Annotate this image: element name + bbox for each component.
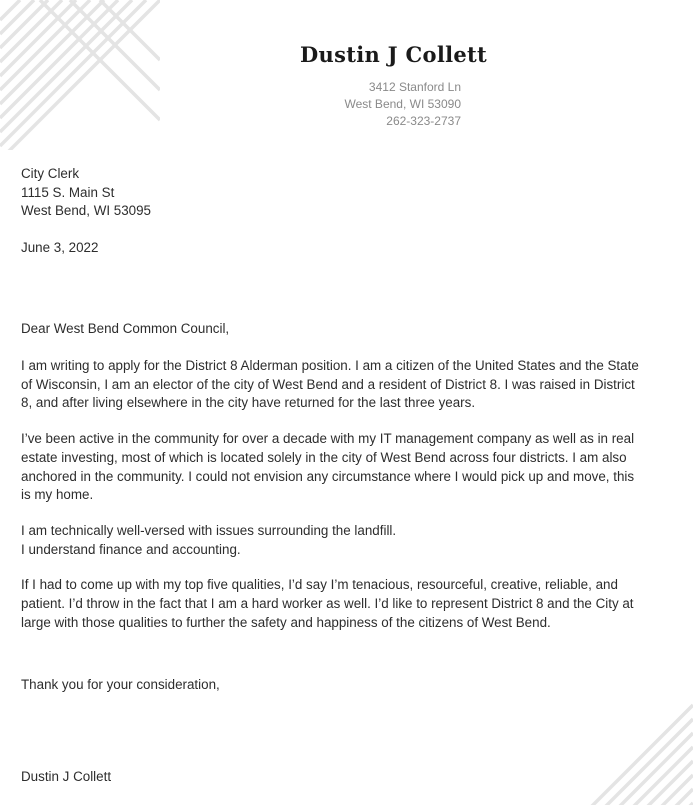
- recipient-address: [21, 165, 151, 221]
- sender-street: 3412 Stanford Ln: [368, 80, 461, 94]
- recipient-city: West Bend, WI 53095: [21, 203, 152, 219]
- sender-address: [344, 79, 461, 130]
- sender-phone: 262-323-2737: [386, 114, 461, 128]
- recipient-street: 1115 S. Main St: [21, 184, 115, 200]
- letter-body: [21, 357, 645, 649]
- salutation: Dear West Bend Common Council,: [21, 321, 230, 336]
- closing: Thank you for your consideration,: [21, 677, 220, 692]
- sender-city: West Bend, WI 53090: [344, 97, 461, 111]
- letter-date: June 3, 2022: [21, 240, 99, 255]
- paragraph-qualities: If I had to come up with my top five qualities, I’d say I’m tenacious, resourceful, creative, reliable, and patient. I’d throw in the fact that I am a hard worker as well. I’d like to represent District 8 and the City at large with those qualities to further the safety and happiness of the citizens of West Bend.: [21, 577, 634, 630]
- corner-stripes-decoration-bottom-right: [573, 695, 693, 805]
- sender-name: Dustin J Collett: [300, 42, 488, 67]
- paragraph-intro: I am writing to apply for the District 8 Alderman position. I am a citizen of the United States and the State of Wisconsin, I am an elector of the city of West Bend and a resident of District 8. I was raised in District 8, and after living elsewhere in the city have returned for the last three years.: [21, 358, 639, 411]
- recipient-title: City Clerk: [21, 166, 80, 181]
- paragraph-community: I’ve been active in the community for over a decade with my IT management company as well as in real estate investing, most of which is located solely in the city of West Bend across four districts. I am also anchored in the community. I could not envision any circumstance where I would pick up and move, this is my home.: [21, 431, 635, 503]
- corner-stripes-decoration-top-left: [0, 0, 160, 150]
- skill-line: I am technically well-versed with issues surrounding the landfill.: [21, 522, 397, 538]
- skill-line: I understand finance and accounting.: [21, 541, 241, 557]
- signature-name: Dustin J Collett: [21, 769, 112, 784]
- paragraph-skills: [21, 522, 645, 559]
